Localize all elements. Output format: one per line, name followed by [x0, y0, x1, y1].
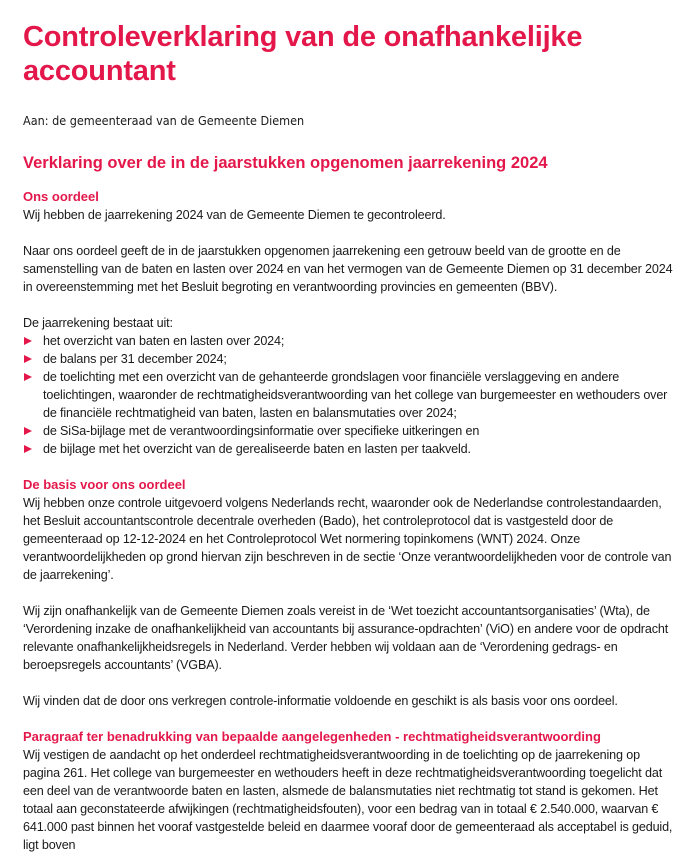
paragraph: Naar ons oordeel geeft de in de jaarstukken opgenomen jaarrekening een getrouw beeld van de grootte en de samenstelling van de baten en lasten over 2024 en van het vermogen van de Gemeente Diemen op 31 december 2024 in overeenstemming met het Besluit begroting en verantwoording provincies en gemeenten (BBV). — [23, 244, 673, 294]
triangle-bullet-icon — [24, 355, 32, 363]
triangle-bullet-icon — [24, 445, 32, 453]
triangle-bullet-icon — [24, 337, 32, 345]
paragraph: De jaarrekening bestaat uit: — [23, 316, 173, 330]
triangle-bullet-icon — [24, 373, 32, 381]
paragraph: Wij hebben de jaarrekening 2024 van de Gemeente Diemen te gecontroleerd. — [23, 208, 446, 222]
triangle-bullet-icon — [24, 427, 32, 435]
list-item: de SiSa-bijlage met de verantwoordingsinformatie over specifieke uitkeringen en — [23, 422, 673, 440]
page-title-line2: accountant — [23, 55, 176, 87]
paragraph: Wij vinden dat de door ons verkregen controle-informatie voldoende en geschikt is als basis voor ons oordeel. — [23, 694, 618, 708]
heading-ons-oordeel: Ons oordeel — [23, 189, 99, 204]
page-title-line1: Controleverklaring van de onafhankelijke — [23, 21, 583, 53]
heading-benadrukking: Paragraaf ter benadrukking van bepaalde aangelegenheden - rechtmatigheidsverantwoording — [23, 729, 601, 744]
paragraph: Wij vestigen de aandacht op het onderdeel rechtmatigheidsverantwoording in de toelichting op de jaarrekening op pagina 261. Het college van burgemeester en wethouders heeft in deze rechtmatigheidsverantwoording toegelicht dat een deel van de verantwoorde baten en lasten, alsmede de balansmutaties niet rechtmatig tot stand is gekomen. Het totaal aan geconstateerde afwijkingen (rechtmatigheidsfouten), voor een bedrag van in totaal € 2.540.000, waarvan € 641.000 past binnen het vooraf vastgestelde beleid en daarmee vooraf door de gemeenteraad als acceptabel is geduid, ligt boven — [23, 748, 673, 852]
list-item: de bijlage met het overzicht van de gerealiseerde baten en lasten per taakveld. — [23, 440, 673, 458]
page-title — [23, 0, 673, 88]
paragraph: Wij zijn onafhankelijk van de Gemeente Diemen zoals vereist in de ‘Wet toezicht accountantsorganisaties’ (Wta), de ‘Verordening inzake de onafhankelijkheid van accountants bij assurance-opdrachten’ (ViO) en andere voor de opdracht relevante onafhankelijkheidsregels in Nederland. Verder hebben wij voldaan aan de ‘Verordening gedrags- en beroepsregels accountants’ (VGBA). — [23, 604, 669, 672]
list-item: het overzicht van baten en lasten over 2024; — [23, 332, 673, 350]
paragraph: Wij hebben onze controle uitgevoerd volgens Nederlands recht, waaronder ook de Nederlandse controlestandaarden, het Besluit accountantscontrole decentrale overheden (Bado), het controleprotocol dat is vastgesteld door de gemeenteraad op 12-12-2024 en het Controleprotocol Wet normering topinkomens (WNT) 2024. Onze verantwoordelijkheden op grond hiervan zijn beschreven in de sectie ‘Onze verantwoordelijkheden voor de controle van de jaarrekening’. — [23, 496, 672, 582]
list-item: de toelichting met een overzicht van de gehanteerde grondslagen voor financiële verslaggeving en andere toelichtingen, waaronder de rechtmatigheidsverantwoording van het college van burgemeester en wethouders over de financiële rechtmatigheid van baten, lasten en balansmutaties over 2024; — [23, 368, 673, 422]
heading-basis-oordeel: De basis voor ons oordeel — [23, 477, 186, 492]
bullet-list — [23, 332, 673, 458]
list-item: de balans per 31 december 2024; — [23, 350, 673, 368]
section-heading: Verklaring over de in de jaarstukken opgenomen jaarrekening 2024 — [23, 154, 548, 172]
addressee: Aan: de gemeenteraad van de Gemeente Diemen — [23, 113, 305, 128]
